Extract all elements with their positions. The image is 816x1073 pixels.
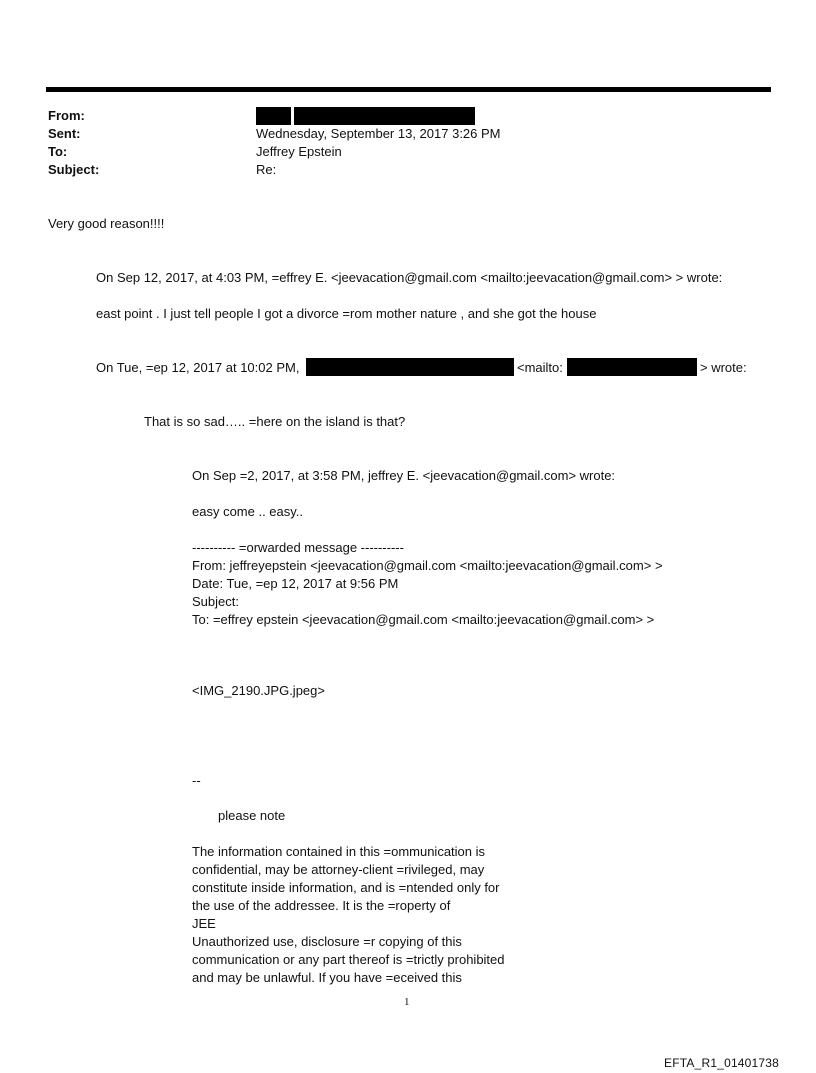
disclaimer-line: constitute inside information, and is =ntended only for	[192, 880, 500, 895]
from-label: From:	[48, 108, 85, 123]
forwarded-date: Date: Tue, =ep 12, 2017 at 9:56 PM	[192, 576, 399, 591]
disclaimer-line: the use of the addressee. It is the =roperty of	[192, 898, 451, 913]
quote2-suffix: > wrote:	[700, 360, 747, 375]
quote2-prefix: On Tue, =ep 12, 2017 at 10:02 PM,	[96, 360, 300, 375]
page-number: 1	[404, 996, 410, 1008]
document-id: EFTA_R1_01401738	[664, 1056, 780, 1070]
disclaimer-line: communication or any part thereof is =trictly prohibited	[192, 952, 505, 967]
to-label: To:	[48, 144, 68, 159]
quote3-text: easy come .. easy..	[192, 504, 304, 519]
forwarded-message	[192, 539, 663, 629]
disclaimer-line: Unauthorized use, disclosure =r copying of this	[192, 934, 462, 949]
quote2-name-redaction	[306, 358, 514, 376]
disclaimer-line: and may be unlawful. If you have =eceived this	[192, 970, 462, 985]
quote2-email-redaction	[567, 358, 697, 376]
to-value: Jeffrey Epstein	[256, 144, 342, 159]
from-redaction-1	[256, 107, 291, 125]
reply-text: Very good reason!!!!	[48, 216, 165, 231]
header-rule	[46, 87, 771, 92]
from-redaction-2	[294, 107, 475, 125]
attachment-name: <IMG_2190.JPG.jpeg>	[192, 683, 325, 698]
forwarded-to: To: =effrey epstein <jeevacation@gmail.com <mailto:jeevacation@gmail.com> >	[192, 612, 655, 627]
disclaimer-line: confidential, may be attorney-client =rivileged, may	[192, 862, 485, 877]
quote1-text: east point . I just tell people I got a divorce =rom mother nature , and she got the house	[96, 306, 597, 321]
forwarded-separator: ---------- =orwarded message ----------	[192, 540, 404, 555]
forwarded-from: From: jeffreyepstein <jeevacation@gmail.com <mailto:jeevacation@gmail.com> >	[192, 558, 663, 573]
disclaimer-line: JEE	[192, 916, 216, 931]
quote2-mailto: <mailto:	[517, 360, 563, 375]
disclaimer-line: The information contained in this =ommunication is	[192, 844, 486, 859]
sent-value: Wednesday, September 13, 2017 3:26 PM	[256, 126, 501, 141]
quote2-text: That is so sad….. =here on the island is that?	[144, 414, 406, 429]
sent-label: Sent:	[48, 126, 81, 141]
quote3-header: On Sep =2, 2017, at 3:58 PM, jeffrey E. <jeevacation@gmail.com> wrote:	[192, 468, 616, 483]
quote1-header: On Sep 12, 2017, at 4:03 PM, =effrey E. <jeevacation@gmail.com <mailto:jeevacation@gmail.com> > wrote:	[96, 270, 723, 285]
please-note: please note	[218, 808, 286, 823]
signature-dashes: --	[192, 773, 201, 788]
disclaimer	[192, 843, 505, 987]
forwarded-subject: Subject:	[192, 594, 239, 609]
subject-value: Re:	[256, 162, 277, 177]
subject-label: Subject:	[48, 162, 100, 177]
